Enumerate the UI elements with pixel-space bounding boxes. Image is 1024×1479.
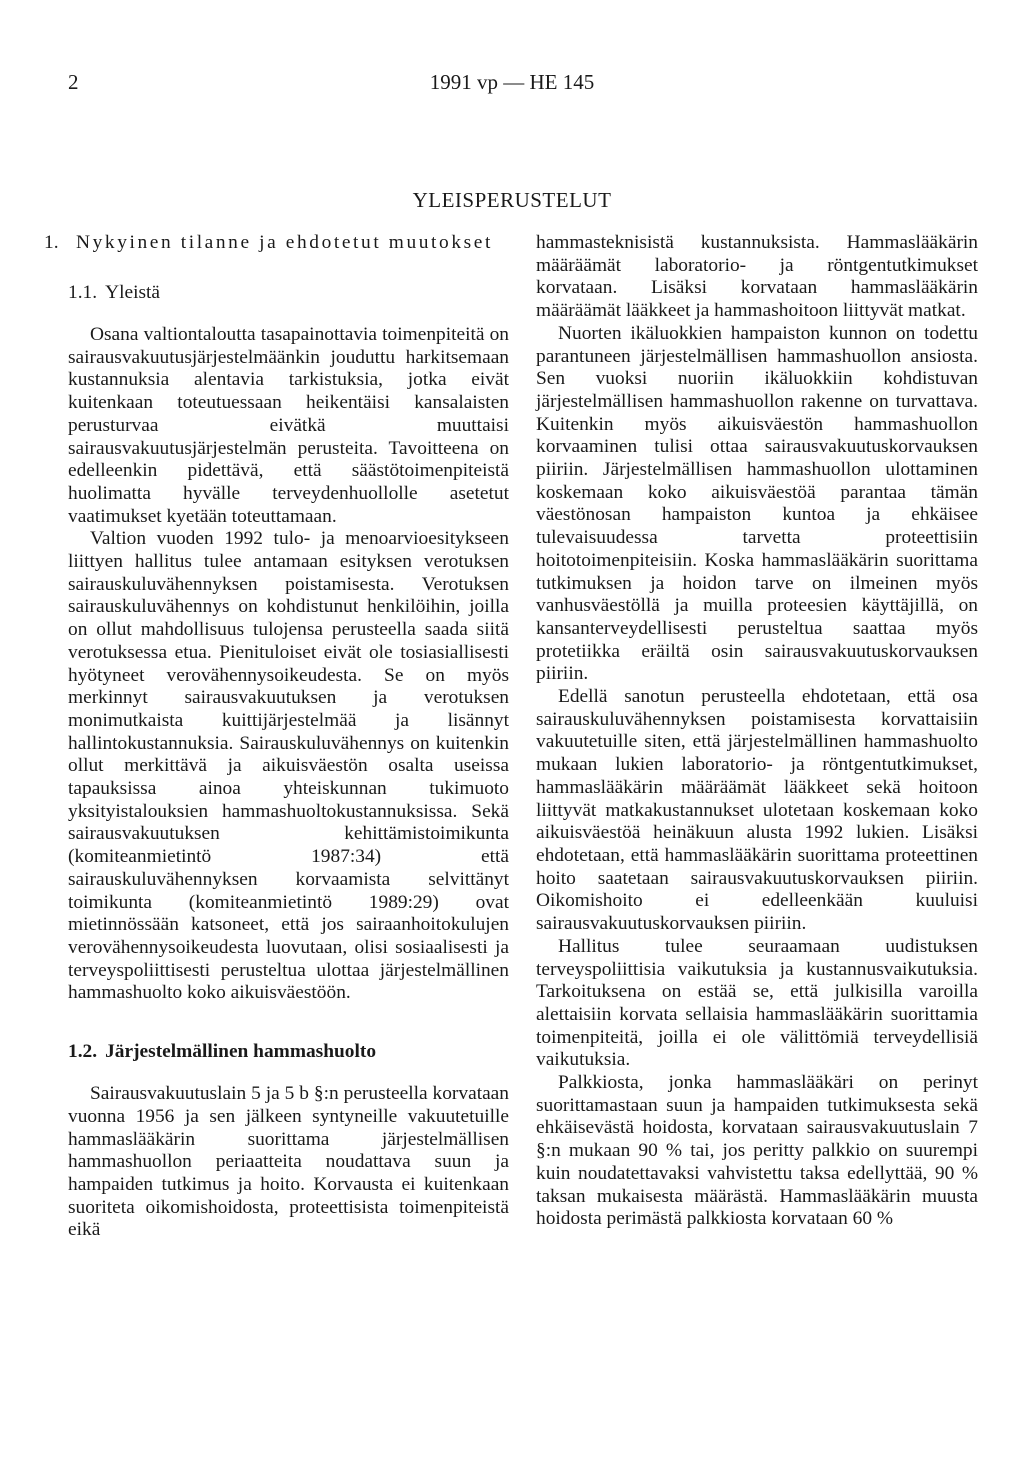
paragraph: Palkkiosta, jonka hammaslääkäri on perinyt suorittamastaan suun ja hampaiden tutkimuksesta sekä ehkäisevästä hoidosta, korvataan sairausvakuutuslain 7 §:n mukaan 90 % tai, jos peritty palkkio on suurempi kuin noudatettavaksi vahvistettu taksa edellyttää, 90 % taksan mukaisesta määrästä. Hammaslääkärin muusta hoidosta perimästä palkkiosta korvataan 60 % bbox=[536, 1072, 978, 1230]
paragraph: Osana valtiontaloutta tasapainottavia toimenpiteitä on sairausvakuutusjärjestelmäänkin jouduttu harkitsemaan kustannuksia alentavia tarkistuksia, jotka eivät kuitenkaan toteutuessaan heikentäisi kansalaisten perusturvaa eivätkä muuttaisi sairausvakuutusjärjestelmän perusteita. Tavoitteena on edelleenkin pidettävä, että säästötoimenpiteistä huolimatta hyvälle terveydenhuollolle asetetut vaatimukset kyetään toteuttamaan. bbox=[68, 324, 509, 527]
subsection-title: Järjestelmällinen hammashuolto bbox=[105, 1041, 377, 1063]
paragraph: Sairausvakuutuslain 5 ja 5 b §:n perusteella korvataan vuonna 1956 ja sen jälkeen syntyneille vakuutetuille hammaslääkärin suorittama järjestelmällisen hammashuollon periaatteita noudattava suun ja hampaiden tutkimus ja hoito. Korvausta ei kuitenkaan suoriteta oikomishoidosta, proteettisista toimenpiteistä eikä bbox=[68, 1083, 509, 1241]
right-column bbox=[536, 232, 978, 1231]
subsection-number: 1.1. bbox=[68, 282, 98, 303]
subsection-title: Yleistä bbox=[105, 282, 161, 303]
paragraph: Hallitus tulee seuraamaan uudistuksen terveyspoliittisia vaikutuksia ja kustannusvaikutuksia. Tarkoituksena on estää se, että julkisilla varoilla alettaisiin korvata sellaisia hammaslääkärin suorittamia toimenpiteitä, joilla ei ole välittömiä terveydellisiä vaikutuksia. bbox=[536, 935, 978, 1071]
paragraph: Nuorten ikäluokkien hampaiston kunnon on todettu parantuneen järjestelmällisen hammashuollon ansiosta. Sen vuoksi nuoriin ikäluokkiin kohdistuvan järjestelmällisen hammashuollon rakenne on turvattava. Kuitenkin myös aikuisväestön hammashuollon korvaaminen tulisi ottaa sairausvakuutuskorvauksen piiriin. Järjestelmällisen hammashuollon ulottaminen koskemaan koko aikuisväestöä parantaa tämän väestönosan hampaiston kuntoa ja ehkäisee tulevaisuudessa tarvetta proteettisiin hoitotoimenpiteisiin. Koska hammaslääkärin suorittama tutkimuksen ja hoidon tarve on ilmeinen myös vanhusväestöllä ja muilla proteesien käyttäjillä, on kansanterveydellisesti perusteltua saattaa myös protetiikka eräiltä osin sairausvakuutuskorvauksen piiriin. bbox=[536, 322, 978, 685]
main-heading: YLEISPERUSTELUT bbox=[412, 188, 612, 212]
section-heading: 1. Nykyinen tilanne ja ehdotetut muutokset bbox=[44, 232, 493, 253]
subsection-heading-1-2 bbox=[68, 1041, 509, 1063]
paragraph: Valtion vuoden 1992 tulo- ja menoarvioesitykseen liittyen hallitus tulee antamaan esityksen verotuksen sairauskuluvähennyksen poistamisesta. Verotuksen sairauskuluvähennys on kohdistunut henkilöihin, joilla on ollut mahdollisuus tulojensa perusteella saada siitä verotuksessa etua. Pienituloiset eivät ole tosiasiallisesti hyötyneet verovähennysoikeudesta. Se on myös merkinnyt sairausvakuutuksen ja verotuksen monimutkaista kuittijärjestelmää ja lisännyt hallintokustannuksia. Sairauskuluvähennys on kuitenkin ollut merkittävä ja aikuisväestön osalta useissa tapauksissa ainoa yhteiskunnan tukimuoto yksityistalouksien hammashuoltokustannuksissa. Sekä sairausvakuutuksen kehittämistoimikunta (komiteanmietintö 1987:34) että sairauskuluvähennyksen korvaamista selvittänyt toimikunta (komiteanmietintö 1989:29) ovat mietinnössään katsoneet, että jos sairaanhoitokulujen verovähennysoikeudesta luovutaan, olisi sosiaalisesti ja terveyspoliittisesti perusteltua ulottaa järjestelmällinen hammashuolto koko aikuisväestöön. bbox=[68, 528, 509, 1004]
subsection-number: 1.2. bbox=[68, 1041, 98, 1063]
page-number: 2 bbox=[68, 70, 79, 94]
paragraph-continued: hammasteknisistä kustannuksista. Hammaslääkärin määräämät laboratorio- ja röntgentutkimukset korvataan. Lisäksi korvataan hammaslääkärin määräämät lääkkeet ja hammashoitoon liittyvät matkat. bbox=[536, 232, 978, 322]
left-column bbox=[44, 232, 509, 1242]
paragraph: Edellä sanotun perusteella ehdotetaan, että osa sairauskuluvähennyksen poistamisesta korvattaisiin vakuutetuille siten, että järjestelmällinen hammashuolto mukaan lukien laboratorio- ja röntgentutkimukset, hammaslääkärin määräämät lääkkeet sekä hoitoon liittyvät matkakustannukset ulotetaan koskemaan koko aikuisväestöä heinäkuun alusta 1992 lukien. Lisäksi ehdotetaan, että hammaslääkärin suorittama proteettinen hoito saatetaan sairausvakuutuskorvauksen piiriin. Oikomishoito ei edelleenkään kuuluisi sairausvakuutuskorvauksen piiriin. bbox=[536, 686, 978, 935]
subsection-heading-1-1 bbox=[68, 282, 509, 304]
running-title: 1991 vp — HE 145 bbox=[429, 70, 595, 94]
section-title: Nykyinen tilanne ja ehdotetut muutokset bbox=[76, 232, 493, 253]
